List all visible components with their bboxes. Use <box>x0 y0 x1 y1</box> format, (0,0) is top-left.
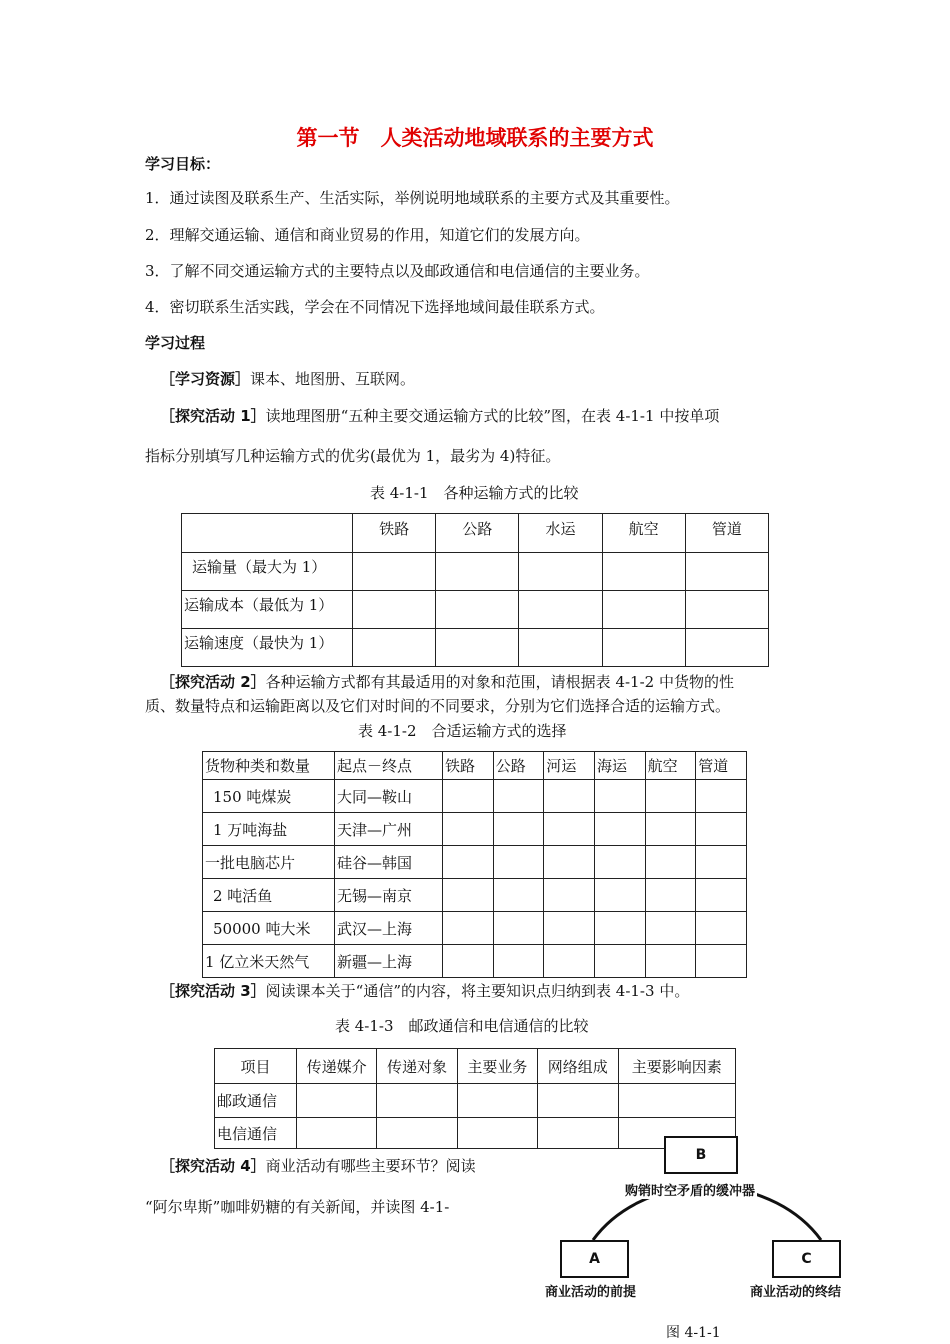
activity2-label: ［探究活动 2］ <box>160 673 266 691</box>
activity2-line <box>160 671 734 692</box>
table2-goods: 2 吨活鱼 <box>203 879 335 912</box>
table2-input-cell[interactable] <box>696 846 747 879</box>
table2-goods: 一批电脑芯片 <box>203 846 335 879</box>
table2-input-cell[interactable] <box>645 879 696 912</box>
goal-item: 2．理解交通运输、通信和商业贸易的作用，知道它们的发展方向。 <box>145 226 590 244</box>
table3-input-cell[interactable] <box>457 1084 537 1118</box>
table1-input-cell[interactable] <box>353 553 436 591</box>
table2-header-cell: 管道 <box>696 752 747 780</box>
resources-label: ［学习资源］ <box>160 370 251 388</box>
table2-header-cell: 公路 <box>493 752 544 780</box>
table2-route: 无锡—南京 <box>335 879 443 912</box>
table1-row-label: 运输速度（最快为 1） <box>182 629 353 667</box>
table2-input-cell[interactable] <box>594 846 645 879</box>
table2-input-cell[interactable] <box>443 780 494 813</box>
diagram-box-c: C <box>772 1240 841 1278</box>
diagram-label-c: 商业活动的终结 <box>750 1285 842 1300</box>
table2-input-cell[interactable] <box>544 945 595 978</box>
page-title: 第一节 人类活动地域联系的主要方式 <box>296 126 654 150</box>
table1-header-cell: 公路 <box>436 514 519 553</box>
table2-input-cell[interactable] <box>443 945 494 978</box>
table2-route: 硅谷—韩国 <box>335 846 443 879</box>
activity4-line <box>160 1155 476 1176</box>
table1-input-cell[interactable] <box>436 591 519 629</box>
table2-input-cell[interactable] <box>696 879 747 912</box>
diagram-label-a: 商业活动的前提 <box>545 1285 637 1300</box>
resources-text: 课本、地图册、互联网。 <box>250 370 416 388</box>
table1-input-cell[interactable] <box>602 591 685 629</box>
table2-goods: 150 吨煤炭 <box>203 780 335 813</box>
table2-input-cell[interactable] <box>645 813 696 846</box>
activity3-text: 阅读课本关于“通信”的内容，将主要知识点归纳到表 4-1-3 中。 <box>265 982 690 1000</box>
table2-input-cell[interactable] <box>544 813 595 846</box>
table2-input-cell[interactable] <box>493 780 544 813</box>
activity2-text-cont: 质、数量特点和运输距离以及它们对时间的不同要求，分别为它们选择合适的运输方式。 <box>145 697 731 715</box>
table2-input-cell[interactable] <box>594 912 645 945</box>
table1-header-cell: 航空 <box>602 514 685 553</box>
table1-header-cell: 铁路 <box>353 514 436 553</box>
table1-input-cell[interactable] <box>685 553 768 591</box>
table2-route: 武汉—上海 <box>335 912 443 945</box>
commerce-diagram <box>535 1128 865 1318</box>
table2-input-cell[interactable] <box>443 912 494 945</box>
diagram-box-b: B <box>664 1136 738 1174</box>
table1-input-cell[interactable] <box>436 553 519 591</box>
table2-input-cell[interactable] <box>645 846 696 879</box>
table2-goods: 50000 吨大米 <box>203 912 335 945</box>
table2-input-cell[interactable] <box>493 813 544 846</box>
table3-input-cell[interactable] <box>377 1118 457 1149</box>
table2-input-cell[interactable] <box>544 912 595 945</box>
table2-input-cell[interactable] <box>493 912 544 945</box>
table3-input-cell[interactable] <box>538 1084 618 1118</box>
table3-input-cell[interactable] <box>457 1118 537 1149</box>
table1-input-cell[interactable] <box>436 629 519 667</box>
table1-input-cell[interactable] <box>685 629 768 667</box>
table2-route: 新疆—上海 <box>335 945 443 978</box>
table2-input-cell[interactable] <box>696 945 747 978</box>
table3-input-cell[interactable] <box>377 1084 457 1118</box>
activity4-label: ［探究活动 4］ <box>160 1157 266 1175</box>
table2-input-cell[interactable] <box>544 879 595 912</box>
table3-input-cell[interactable] <box>297 1118 377 1149</box>
table1-input-cell[interactable] <box>353 629 436 667</box>
activity4-text-cont: “阿尔卑斯”咖啡奶糖的有关新闻，并读图 4-1- <box>145 1198 450 1216</box>
table2-route: 天津—广州 <box>335 813 443 846</box>
process-heading: 学习过程 <box>145 334 206 352</box>
activity2-text: 各种运输方式都有其最适用的对象和范围，请根据表 4-1-2 中货物的性 <box>265 673 734 691</box>
activity1-label: ［探究活动 1］ <box>160 407 266 425</box>
table1-input-cell[interactable] <box>519 591 602 629</box>
table2 <box>202 751 747 978</box>
table2-input-cell[interactable] <box>544 780 595 813</box>
activity1-text-cont: 指标分别填写几种运输方式的优劣(最优为 1，最劣为 4)特征。 <box>145 447 561 465</box>
activity4-text: 商业活动有哪些主要环节？阅读 <box>265 1157 476 1175</box>
table2-input-cell[interactable] <box>544 846 595 879</box>
table2-input-cell[interactable] <box>696 813 747 846</box>
activity3-label: ［探究活动 3］ <box>160 982 266 1000</box>
table2-input-cell[interactable] <box>493 879 544 912</box>
table2-input-cell[interactable] <box>443 813 494 846</box>
table2-caption: 表 4-1-2 合适运输方式的选择 <box>358 722 567 740</box>
table2-goods: 1 亿立米天然气 <box>203 945 335 978</box>
table2-input-cell[interactable] <box>696 912 747 945</box>
table3-row-label: 电信通信 <box>215 1118 297 1149</box>
table2-input-cell[interactable] <box>645 780 696 813</box>
activity3-line <box>160 980 689 1001</box>
table2-input-cell[interactable] <box>493 846 544 879</box>
table2-header-cell: 海运 <box>594 752 645 780</box>
table1-input-cell[interactable] <box>602 629 685 667</box>
table3-row-label: 邮政通信 <box>215 1084 297 1118</box>
table2-input-cell[interactable] <box>594 879 645 912</box>
diagram-box-a: A <box>560 1240 629 1278</box>
goal-item: 4．密切联系生活实践，学会在不同情况下选择地域间最佳联系方式。 <box>145 298 605 316</box>
table1-row-label: 运输成本（最低为 1） <box>182 591 353 629</box>
table1-input-cell[interactable] <box>685 591 768 629</box>
table2-input-cell[interactable] <box>645 945 696 978</box>
table3-caption: 表 4-1-3 邮政通信和电信通信的比较 <box>335 1017 589 1035</box>
table2-goods: 1 万吨海盐 <box>203 813 335 846</box>
table2-input-cell[interactable] <box>443 846 494 879</box>
table3-header-cell: 传递对象 <box>377 1049 457 1084</box>
table1-header-cell: 管道 <box>685 514 768 553</box>
table1-header-cell <box>182 514 353 553</box>
table2-input-cell[interactable] <box>594 813 645 846</box>
table1-input-cell[interactable] <box>602 553 685 591</box>
table2-header-cell: 航空 <box>645 752 696 780</box>
activity1-text: 读地理图册“五种主要交通运输方式的比较”图，在表 4-1-1 中按单项 <box>265 407 720 425</box>
table2-header-cell: 河运 <box>544 752 595 780</box>
table3-header-cell: 主要业务 <box>457 1049 537 1084</box>
table3-header-cell: 传递媒介 <box>297 1049 377 1084</box>
table2-input-cell[interactable] <box>594 780 645 813</box>
table1-row-label: 运输量（最大为 1） <box>182 553 353 591</box>
table2-header-cell: 起点－终点 <box>335 752 443 780</box>
table2-input-cell[interactable] <box>493 945 544 978</box>
goals-heading: 学习目标： <box>145 155 221 173</box>
table3-header-cell: 主要影响因素 <box>618 1049 736 1084</box>
table1-input-cell[interactable] <box>519 629 602 667</box>
activity1-line <box>160 405 719 426</box>
table3-input-cell[interactable] <box>297 1084 377 1118</box>
table2-input-cell[interactable] <box>594 945 645 978</box>
table2-header-cell: 铁路 <box>443 752 494 780</box>
goal-item: 3．了解不同交通运输方式的主要特点以及邮政通信和电信通信的主要业务。 <box>145 262 650 280</box>
table2-input-cell[interactable] <box>645 912 696 945</box>
table2-route: 大同—鞍山 <box>335 780 443 813</box>
table2-header-cell: 货物种类和数量 <box>203 752 335 780</box>
table1-caption: 表 4-1-1 各种运输方式的比较 <box>370 484 579 502</box>
table3-input-cell[interactable] <box>618 1084 736 1118</box>
table1 <box>181 513 769 667</box>
table3-header-cell: 网络组成 <box>538 1049 618 1084</box>
table1-header-cell: 水运 <box>519 514 602 553</box>
resources-line <box>160 368 415 389</box>
diagram-label-b: 购销时空矛盾的缓冲器 <box>623 1180 757 1199</box>
goal-item: 1．通过读图及联系生产、生活实际，举例说明地域联系的主要方式及其重要性。 <box>145 189 680 207</box>
table2-input-cell[interactable] <box>443 879 494 912</box>
table1-input-cell[interactable] <box>353 591 436 629</box>
table2-input-cell[interactable] <box>696 780 747 813</box>
figure-caption: 图 4-1-1 <box>666 1325 721 1341</box>
table1-input-cell[interactable] <box>519 553 602 591</box>
table3-header-cell: 项目 <box>215 1049 297 1084</box>
